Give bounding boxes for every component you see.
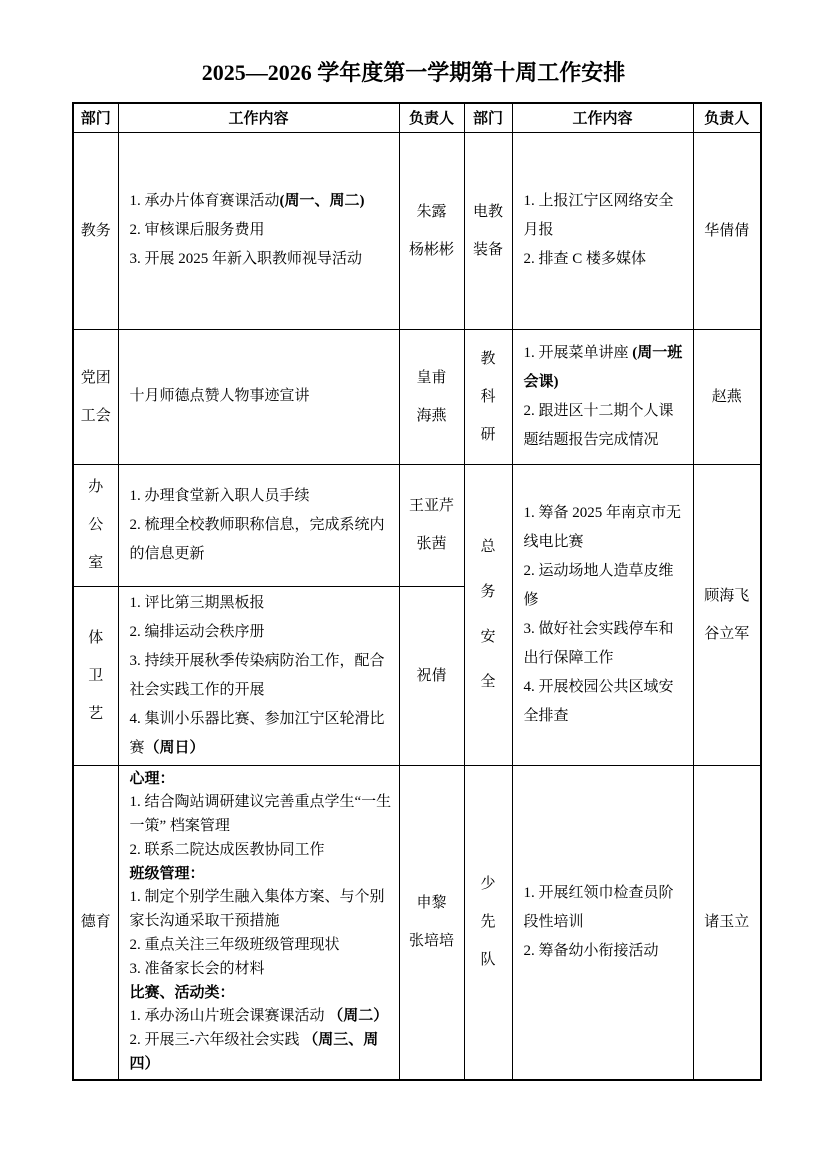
task-bold: (周一班会课): [523, 344, 683, 390]
task-bold: （周三、周四）: [129, 1032, 379, 1073]
header-content-left: 工作内容: [118, 103, 399, 132]
owner-name: 海燕: [416, 407, 447, 424]
task-bold: （周日）: [144, 739, 205, 756]
header-owner-left: 负责人: [399, 103, 464, 132]
header-row: [73, 103, 761, 132]
owner-name: 朱露: [416, 203, 447, 220]
task-line: [130, 382, 391, 411]
owner-cell-jiaowu: [399, 132, 464, 329]
tasks-cell-dangtuan: [118, 329, 399, 464]
task-line: [524, 937, 685, 966]
tasks-cell-deyu: [118, 765, 399, 1080]
owner-name: 诸玉立: [704, 914, 750, 931]
task-text: 2. 联系二院达成医教协同工作: [129, 841, 325, 858]
owner-cell-jiaokeyan: [693, 329, 761, 464]
task-line: [130, 187, 391, 216]
task-text: 1. 制定个别学生融入集体方案、与个别家长沟通采取干预措施: [129, 889, 385, 930]
task-line: [524, 673, 685, 731]
task-text: 2. 筹备幼小衔接活动: [523, 942, 659, 959]
dept-label: 公: [88, 517, 104, 533]
dept-label: 办: [88, 479, 104, 495]
task-text: 2. 跟进区十二期个人课题结题报告完成情况: [523, 402, 674, 448]
task-line: [130, 886, 393, 934]
task-text: 1. 上报江宁区网络安全月报: [523, 193, 674, 238]
task-line: [524, 187, 685, 245]
dept-label: 艺: [88, 705, 104, 722]
owner-name: 祝倩: [416, 667, 447, 684]
task-line: [524, 339, 685, 397]
task-line: [130, 1029, 393, 1077]
task-text: 4. 开展校园公共区域安全排查: [523, 678, 674, 724]
task-line: [524, 499, 685, 557]
owner-name: 华倩倩: [704, 222, 750, 239]
task-line: [524, 615, 685, 673]
page-title: 2025—2026 学年度第一学期第十周工作安排: [201, 60, 626, 85]
header-owner-right: 负责人: [693, 103, 761, 132]
task-text: 2. 运动场地人造草皮维修: [523, 562, 674, 608]
header-dept-left: 部门: [73, 103, 118, 132]
tasks-cell-jiaokeyan: [512, 329, 693, 464]
dept-cell-tiweiyi: [73, 586, 118, 765]
dept-label: 党团: [80, 369, 111, 386]
task-line: [130, 216, 391, 245]
owner-cell-bangongshi: [399, 464, 464, 586]
dept-label: 少: [480, 876, 496, 893]
work-schedule-table: [72, 102, 762, 1081]
dept-cell-shaoxiandui: [464, 765, 512, 1080]
owner-name: 张茜: [416, 536, 447, 552]
dept-label: 安: [480, 628, 496, 645]
task-line: [130, 768, 393, 792]
task-line: [130, 511, 391, 569]
table-row-5: [73, 765, 761, 1080]
dept-cell-dangtuan: [73, 329, 118, 464]
task-text: 2. 排查 C 楼多媒体: [523, 251, 647, 267]
tasks-cell-dianjiao: [512, 132, 693, 329]
task-line: [130, 245, 391, 274]
task-bold: （周二）: [328, 1008, 389, 1025]
owner-name: 皇甫: [416, 369, 447, 386]
task-line: [130, 863, 393, 887]
dept-label: 先: [480, 914, 496, 931]
task-line: [524, 397, 685, 455]
task-line: [524, 879, 685, 937]
task-text: 2. 审核课后服务费用: [129, 222, 265, 238]
dept-label: 教务: [80, 222, 111, 239]
dept-cell-jiaokeyan: [464, 329, 512, 464]
owner-name: 王亚芹: [408, 498, 454, 514]
task-line: [524, 245, 685, 274]
task-bold: (周一、周二): [279, 193, 365, 209]
task-text: 1. 结合陶站调研建议完善重点学生“一生一策” 档案管理: [129, 794, 392, 835]
dept-label: 研: [480, 426, 496, 443]
dept-label: 装备: [472, 241, 503, 258]
table-row-1: [73, 132, 761, 329]
dept-label: 务: [480, 583, 496, 600]
task-text: 1. 办理食堂新入职人员手续: [129, 487, 310, 504]
owner-cell-shaoxiandui: [693, 765, 761, 1080]
task-text: 4. 集训小乐器比赛、参加江宁区轮滑比赛: [129, 710, 385, 756]
task-line: [130, 589, 391, 618]
task-text: 1. 承办片体育赛课活动: [129, 193, 280, 209]
dept-label: 德育: [80, 914, 111, 931]
dept-cell-jiaowu: [73, 132, 118, 329]
task-text: 1. 开展菜单讲座: [523, 344, 633, 361]
task-line: [130, 1005, 393, 1029]
task-text: 3. 开展 2025 年新入职教师视导活动: [129, 251, 363, 267]
tasks-cell-zongwu: [512, 464, 693, 765]
task-line: [130, 839, 393, 863]
task-text: 3. 做好社会实践停车和出行保障工作: [523, 620, 674, 666]
task-line: [130, 618, 391, 647]
dept-cell-zongwu: [464, 464, 512, 765]
dept-label: 电教: [472, 203, 503, 220]
tasks-cell-jiaowu: [118, 132, 399, 329]
table-row-3: [73, 464, 761, 586]
task-line: [130, 791, 393, 839]
task-text: 1. 承办汤山片班会课赛课活动: [129, 1008, 329, 1025]
tasks-cell-shaoxiandui: [512, 765, 693, 1080]
task-text: 十月师德点赞人物事迹宣讲: [129, 388, 310, 404]
dept-label: 体: [88, 629, 104, 646]
owner-cell-zongwu: [693, 464, 761, 765]
task-text: 1. 评比第三期黑板报: [129, 594, 265, 611]
dept-label: 卫: [88, 667, 104, 684]
header-content-right: 工作内容: [512, 103, 693, 132]
task-text: 1. 开展红领巾检查员阶段性培训: [523, 884, 674, 930]
owner-name: 谷立军: [704, 625, 750, 642]
owner-name: 杨彬彬: [408, 241, 454, 258]
dept-label: 总: [480, 538, 496, 555]
dept-label: 工会: [80, 407, 111, 424]
task-text: 2. 编排运动会秩序册: [129, 623, 265, 640]
dept-cell-dianjiao: [464, 132, 512, 329]
owner-name: 张培培: [408, 933, 454, 950]
task-line: [130, 705, 391, 763]
owner-name: 赵燕: [711, 388, 742, 405]
owner-name: 顾海飞: [704, 587, 750, 604]
task-line: [130, 958, 393, 982]
task-line: [130, 482, 391, 511]
task-line: [130, 934, 393, 958]
dept-label: 队: [480, 952, 496, 969]
dept-cell-deyu: [73, 765, 118, 1080]
owner-cell-dianjiao: [693, 132, 761, 329]
task-line: [524, 557, 685, 615]
owner-cell-deyu: [399, 765, 464, 1080]
owner-name: 申黎: [416, 895, 447, 912]
task-text: 2. 开展三-六年级社会实践: [129, 1032, 304, 1049]
header-dept-right: 部门: [464, 103, 512, 132]
dept-label: 教: [480, 350, 496, 367]
task-text: 2. 梳理全校教师职称信息，完成系统内的信息更新: [129, 516, 385, 562]
task-text: 3. 准备家长会的材料: [129, 960, 265, 977]
task-text: 2. 重点关注三年级班级管理现状: [129, 937, 340, 954]
task-heading: 比赛、活动类：: [129, 984, 235, 1001]
tasks-cell-bangongshi: [118, 464, 399, 586]
tasks-cell-tiweiyi: [118, 586, 399, 765]
dept-cell-bangongshi: [73, 464, 118, 586]
dept-label: 全: [480, 673, 496, 690]
table-row-2: [73, 329, 761, 464]
owner-cell-tiweiyi: [399, 586, 464, 765]
task-heading: 班级管理：: [129, 865, 205, 882]
task-heading: 心理：: [129, 770, 175, 787]
dept-label: 室: [88, 555, 104, 571]
task-text: 3. 持续开展秋季传染病防治工作，配合社会实践工作的开展: [129, 652, 385, 698]
dept-label: 科: [480, 388, 496, 405]
task-line: [130, 982, 393, 1006]
task-line: [130, 647, 391, 705]
task-text: 1. 筹备 2025 年南京市无线电比赛: [523, 504, 682, 550]
owner-cell-dangtuan: [399, 329, 464, 464]
